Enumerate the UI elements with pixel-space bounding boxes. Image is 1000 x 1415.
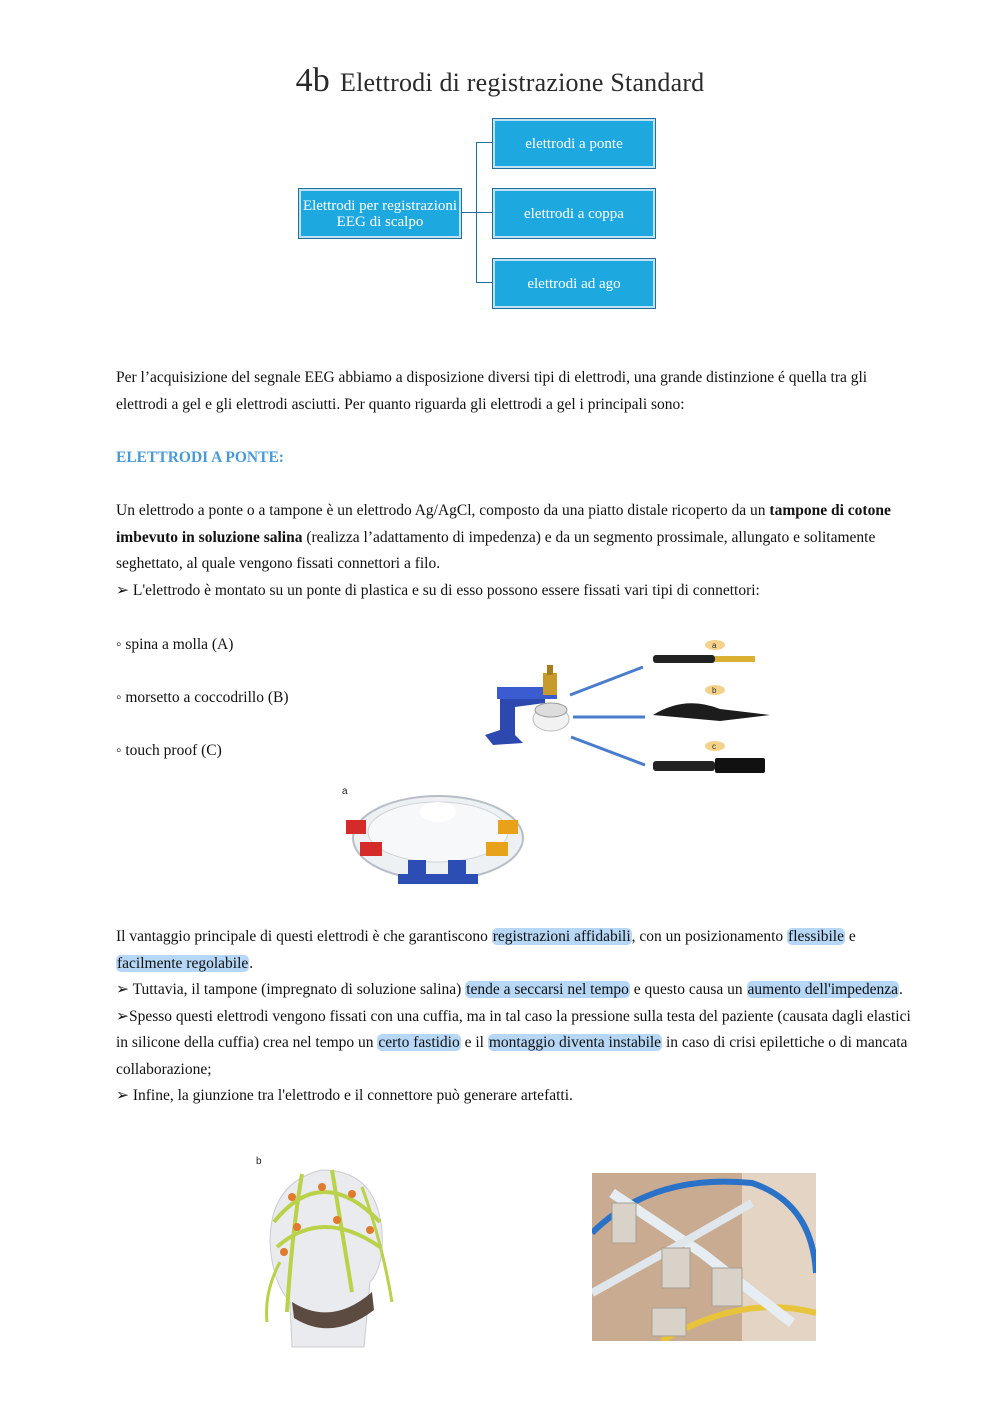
connector-item: ◦ morsetto a coccodrillo (B): [116, 689, 289, 706]
highlight: tende a seccarsi nel tempo: [466, 981, 629, 998]
description-bullet: ➢ L'elettrodo è montato su un ponte di plastica e su di esso possono essere fissati vari tipi di connettori:: [116, 581, 760, 599]
title-text: Elettrodi di registrazione Standard: [340, 68, 705, 97]
highlight: montaggio diventa instabile: [488, 1034, 662, 1051]
connector-item: ◦ spina a molla (A): [116, 636, 234, 653]
electrode-photo: [592, 1173, 816, 1341]
bridge-electrode-figure: [475, 635, 780, 775]
advantages-paragraph: [116, 924, 916, 1110]
section-number: 4b: [295, 62, 330, 99]
intro-paragraph: Per l’acquisizione del segnale EEG abbiamo a disposizione diversi tipi di elettrodi, una grande distinzione é quella tra gli elettrodi a gel e gli elettrodi asciutti. Per quanto riguarda gli elettrodi a gel i principali sono:: [116, 369, 868, 413]
diagram-child-label: elettrodi a coppa: [524, 205, 624, 222]
adv-text: .: [898, 981, 903, 998]
highlight: registrazioni affidabili: [492, 928, 631, 945]
adv-text: , con un posizionamento: [631, 928, 788, 945]
description-text: Un elettrodo a ponte o a tampone è un elettrodo Ag/AgCl, composto da una piatto distale ricoperto da un: [116, 502, 770, 519]
highlight: flessibile: [788, 928, 844, 945]
diagram-root-label: Elettrodi per registrazioni EEG di scalpo: [302, 197, 458, 230]
diagram-child-label: elettrodi ad ago: [527, 275, 621, 292]
diagram-child-box: [492, 258, 656, 309]
adv-text: ➢ Tuttavia, il tampone (impregnato di soluzione salina): [116, 981, 466, 998]
adv-text: ➢Spesso questi elettrodi vengono fissati con una cuffia, ma in tal caso la pressione sulla testa del paziente (causata dagli elastici in silicone della cuffia) crea nel tempo un: [116, 1007, 911, 1051]
electrode-ring-figure: [338, 780, 538, 895]
page-title: [0, 62, 1000, 100]
diagram-root-box: [298, 188, 462, 239]
diagram-connector: [476, 142, 492, 143]
diagram-connector: [476, 282, 492, 283]
panel-b-label: b: [256, 1156, 262, 1167]
connector-item: ◦ touch proof (C): [116, 742, 222, 759]
label-c: c: [712, 742, 716, 751]
diagram-child-box: [492, 118, 656, 169]
diagram-connector: [476, 212, 492, 213]
panel-a-label: a: [342, 786, 348, 797]
adv-text: in caso di crisi epilettiche o di mancata collaborazione;: [116, 1034, 908, 1078]
description-bold: tampone di cotone imbevuto in soluzione salina: [116, 502, 891, 546]
description-text: (realizza l’adattamento di impedenza) e da un segmento prossimale, allungato e solitamente seghettato, al quale vengono fissati connettori a filo.: [116, 528, 876, 572]
head-cap-figure: [252, 1152, 397, 1350]
highlight: certo fastidio: [378, 1034, 460, 1051]
adv-text: ➢ Infine, la giunzione tra l'elettrodo e il connettore può generare artefatti.: [116, 1087, 573, 1104]
adv-text: e questo causa un: [629, 981, 747, 998]
adv-text: Il vantaggio principale di questi elettrodi è che garantiscono: [116, 928, 492, 945]
adv-text: .: [249, 954, 254, 972]
label-a: a: [712, 641, 717, 650]
highlight: aumento dell'impedenza: [747, 981, 898, 998]
section-heading: ELETTRODI A PONTE:: [116, 449, 284, 466]
diagram-child-label: elettrodi a ponte: [525, 135, 623, 152]
highlight: facilmente regolabile: [117, 954, 249, 972]
label-b: b: [712, 686, 717, 695]
description-paragraph: [116, 498, 916, 604]
adv-text: e il: [460, 1034, 488, 1051]
adv-text: e: [845, 928, 856, 945]
diagram-connector: [461, 212, 477, 213]
diagram-child-box: [492, 188, 656, 239]
